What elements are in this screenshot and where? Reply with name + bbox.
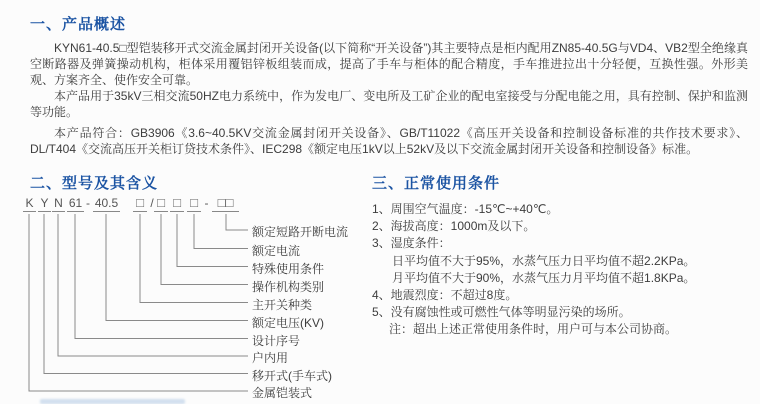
connector-rated-breaking-current	[226, 214, 248, 230]
section2-title: 二、型号及其含义	[30, 175, 159, 192]
next-section-cutoff	[40, 399, 185, 404]
model-segment: □	[154, 196, 168, 212]
overview-paragraph-standards: 本产品符合：GB3906《3.6~40.5KV交流金属封闭开关设备》、GB/T11022《高压开关设备和控制设备标准的共作技术要求》、DL/T404《交流高压开关柜订贷技术条件》、IEC298《额定电压1kV以上52kV及以下交流金属封闭开关设备和控制设备》标准。	[30, 126, 748, 156]
overview-paragraph-1: KYN61-40.5□型铠装移开式交流金属封闭开关设备(以下简称“开关设备”)其主要特点是柜内配用ZN85-40.5G与VD4、VB2型全绝缘真空断路器及弹簧操动机构，柜体采用覆铝锌板组装而成，提高了手车与柜体的配合精度，手车推进拉出十分轻便，互换性强。外形美观、方案齐全、使作安全可靠。	[30, 41, 748, 87]
condition-item: 2、海拔高度：1000m及以下。	[372, 219, 536, 234]
overview-paragraph-2: 本产品用于35kV三相交流50HZ电力系统中，作为发电厂、变电所及工矿企业的配电室接受与分配电能之用，具有控制、保护和监测等功能。	[30, 89, 748, 119]
model-segment: /	[150, 196, 154, 210]
condition-item: 5、没有腐蚀性或可燃性气体等明显污染的场所。	[372, 305, 631, 320]
section-product-overview	[30, 13, 748, 157]
model-segment: K	[23, 196, 36, 212]
section-service-conditions	[372, 172, 752, 339]
condition-item: 4、地震烈度：不超过8度。	[372, 288, 518, 303]
model-label: 额定短路开断电流	[252, 225, 349, 239]
model-label: 移开式(手车式)	[252, 369, 332, 383]
connector-withdrawable	[44, 214, 248, 374]
condition-subitem: 日平均值不大于95%，水蒸气压力日平均值不超2.2KPa。	[392, 253, 696, 268]
model-segment: 61	[68, 196, 83, 210]
section3-title: 三、正常使用条件	[372, 175, 501, 192]
model-code-row	[0, 196, 380, 214]
model-segment: □□	[212, 196, 239, 212]
model-label: 特殊使用条件	[252, 262, 325, 276]
connector-rated-current	[194, 214, 248, 249]
condition-subitem: 月平均值不大于90%，水蒸气压力月平均值不超1.8KPa。	[392, 270, 696, 285]
model-segment: Y	[38, 196, 51, 212]
model-segment: □	[170, 196, 184, 212]
service-conditions-list	[372, 201, 752, 339]
model-label: 金属铠装式	[252, 386, 313, 400]
model-label: 设计序号	[252, 334, 301, 348]
connector-metal-clad	[29, 214, 248, 391]
model-segment: N	[52, 196, 65, 212]
condition-item: 3、湿度条件：	[372, 236, 451, 251]
section-model-designation	[30, 172, 370, 193]
section1-body	[30, 40, 748, 157]
connector-design-serial	[75, 214, 248, 339]
model-segment: □	[187, 196, 201, 212]
condition-note: 注：超出上述正常使用条件时，用户可与本公司协商。	[389, 322, 678, 337]
model-segment: □	[133, 196, 147, 212]
connector-mechanism-type	[161, 214, 248, 285]
model-label: 额定电压(KV)	[252, 316, 325, 330]
condition-item: 1、周围空气温度：-15℃~+40℃。	[372, 202, 559, 216]
connector-main-switch-type	[140, 214, 248, 303]
model-label: 额定电流	[252, 244, 301, 258]
connector-special-conditions	[177, 214, 248, 267]
model-label: 户内用	[252, 351, 289, 365]
model-segment: 40.5	[94, 196, 119, 210]
connector-rated-voltage	[106, 214, 248, 321]
model-segment: -	[86, 196, 90, 210]
connector-indoor-use	[58, 214, 248, 356]
section1-title: 一、产品概述	[30, 16, 127, 33]
model-label: 操作机构类别	[252, 280, 325, 294]
model-segment: -	[204, 196, 209, 210]
model-label: 主开关种类	[252, 298, 313, 312]
